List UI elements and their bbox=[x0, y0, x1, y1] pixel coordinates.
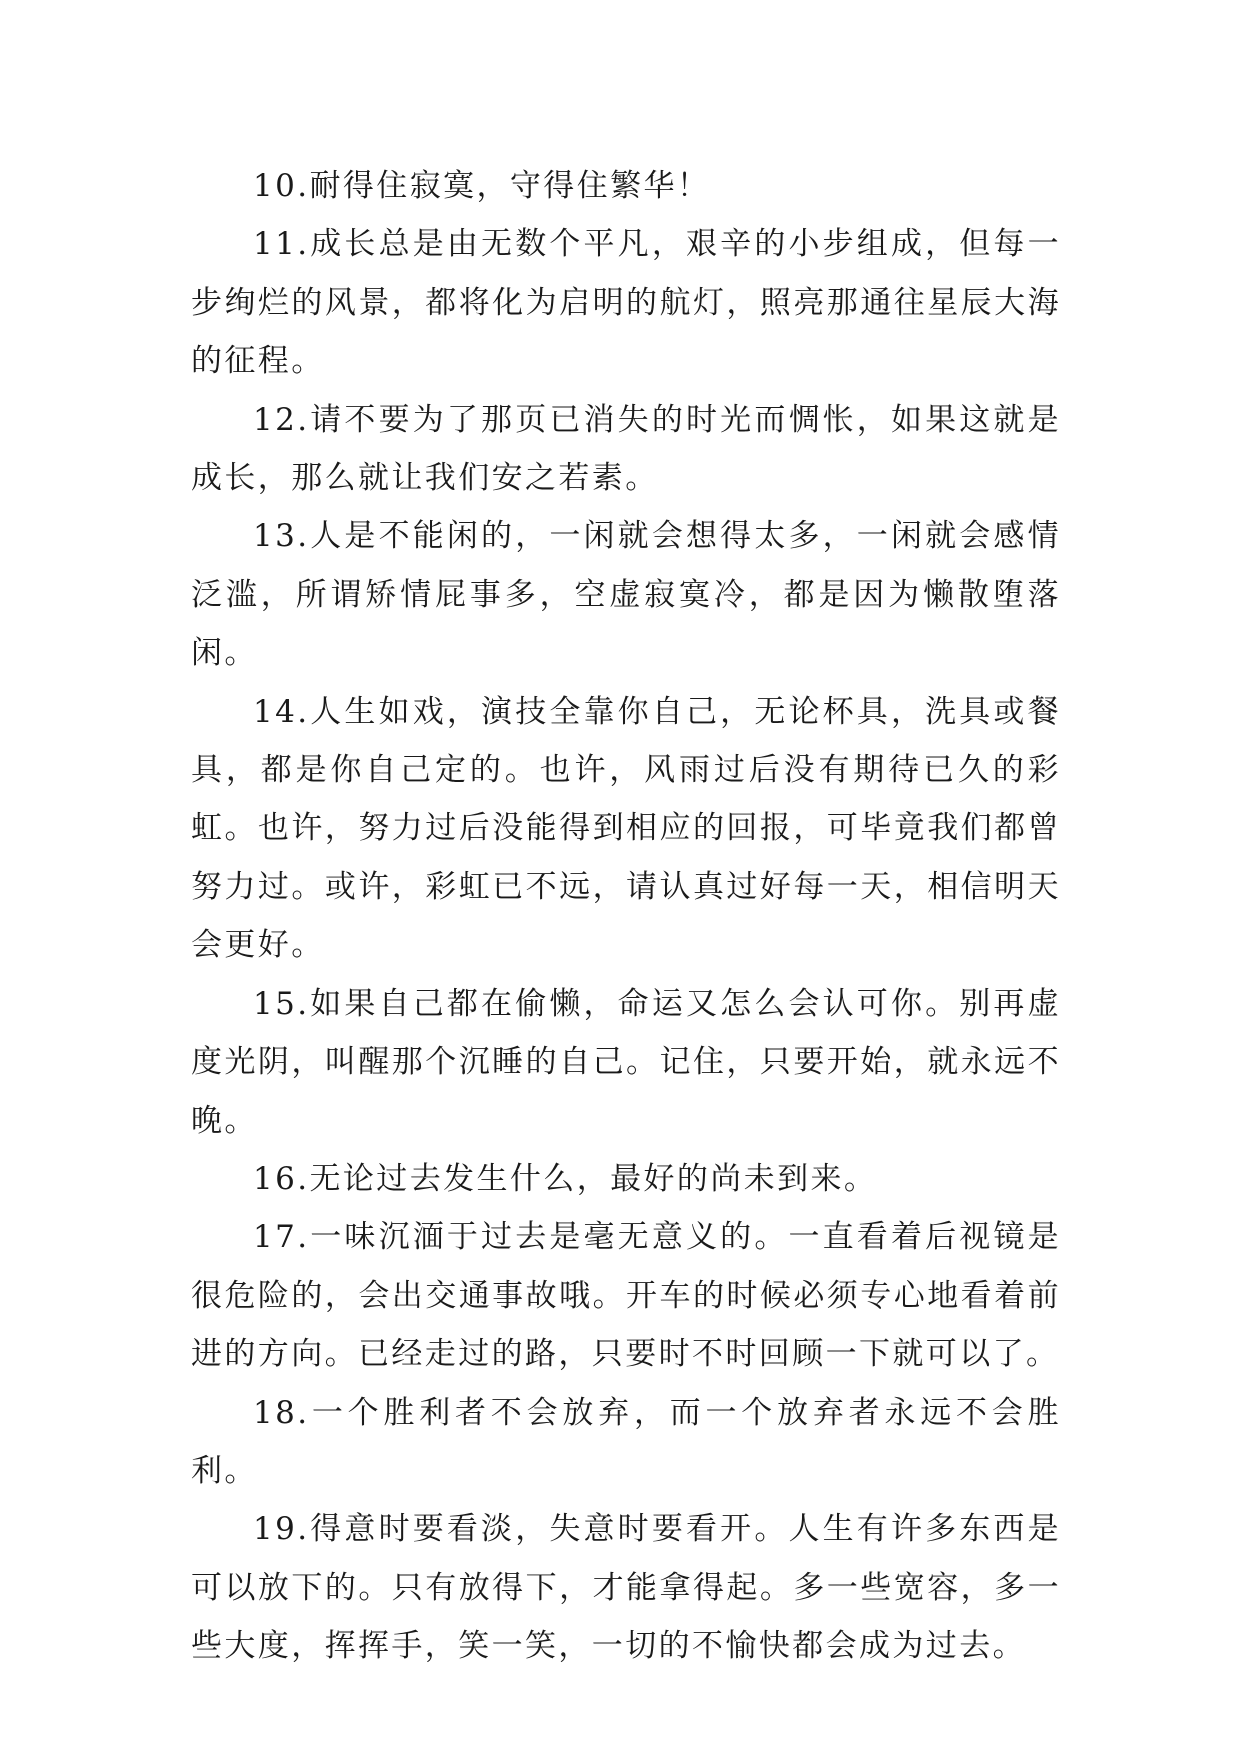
paragraph-19: 19.得意时要看淡，失意时要看开。人生有许多东西是可以放下的。只有放得下，才能拿得起。多一些宽容，多一些大度，挥挥手，笑一笑，一切的不愉快都会成为过去。 bbox=[191, 1511, 1061, 1665]
paragraph-17: 17.一味沉湎于过去是毫无意义的。一直看着后视镜是很危险的，会出交通事故哦。开车的时候必须专心地看着前进的方向。已经走过的路，只要时不时回顾一下就可以了。 bbox=[191, 1219, 1061, 1373]
paragraph-12: 12.请不要为了那页已消失的时光而惆怅，如果这就是成长，那么就让我们安之若素。 bbox=[191, 401, 1061, 497]
paragraph-11: 11.成长总是由无数个平凡，艰辛的小步组成，但每一步绚烂的风景，都将化为启明的航灯，照亮那通往星辰大海的征程。 bbox=[191, 226, 1061, 380]
paragraph-18: 18.一个胜利者不会放弃，而一个放弃者永远不会胜利。 bbox=[191, 1394, 1061, 1489]
paragraph-10: 10.耐得住寂寞，守得住繁华！ bbox=[253, 168, 711, 204]
paragraph-16: 16.无论过去发生什么，最好的尚未到来。 bbox=[253, 1160, 878, 1197]
paragraph-15: 15.如果自己都在偷懒，命运又怎么会认可你。别再虚度光阴，叫醒那个沉睡的自己。记住，只要开始，就永远不晚。 bbox=[191, 985, 1061, 1139]
document-body bbox=[191, 157, 1061, 1676]
paragraph-14: 14.人生如戏，演技全靠你自己，无论杯具，洗具或餐具，都是你自己定的。也许，风雨过后没有期待已久的彩虹。也许，努力过后没能得到相应的回报，可毕竟我们都曾努力过。或许，彩虹已不远，请认真过好每一天，相信明天会更好。 bbox=[191, 693, 1061, 964]
paragraph-13: 13.人是不能闲的，一闲就会想得太多，一闲就会感情泛滥，所谓矫情屁事多，空虚寂寞冷，都是因为懒散堕落闲。 bbox=[191, 518, 1061, 672]
